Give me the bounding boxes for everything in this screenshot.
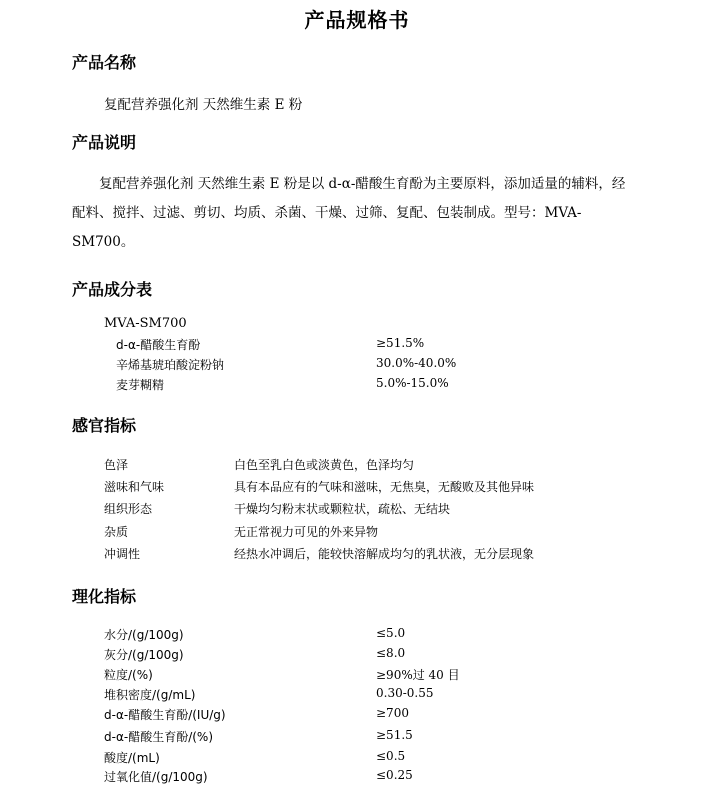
physchem-item: 酸度/(mL) — [104, 751, 160, 765]
physchem-item: 水分/(g/100g) — [104, 628, 184, 642]
physchem-value: ≥51.5 — [376, 728, 413, 742]
physchem-item: 堆积密度/(g/mL) — [104, 688, 196, 702]
physchem-item: 灰分/(g/100g) — [104, 648, 184, 662]
composition-amount: ≥51.5% — [376, 336, 425, 350]
composition-ingredient: 麦芽糊精 — [116, 378, 165, 392]
sensory-requirement: 干燥均匀粉末状或颗粒状，疏松、无结块 — [234, 502, 451, 516]
section-heading-product-description: 产品说明 — [72, 133, 137, 152]
physchem-value: ≥90%过 40 目 — [376, 668, 460, 682]
physchem-value: ≤0.25 — [376, 768, 413, 782]
physchem-item: 粒度/(%) — [104, 668, 153, 682]
document-title: 产品规格书 — [304, 8, 410, 32]
sensory-item: 冲调性 — [104, 547, 141, 561]
sensory-item: 组织形态 — [104, 502, 153, 516]
composition-amount: 30.0%-40.0% — [376, 356, 457, 370]
section-heading-product-name: 产品名称 — [72, 53, 137, 72]
physchem-value: 0.30-0.55 — [376, 686, 434, 700]
section-heading-sensory: 感官指标 — [72, 416, 137, 435]
sensory-item: 色泽 — [104, 458, 129, 472]
section-heading-physicochemical: 理化指标 — [72, 587, 137, 606]
physchem-item: 过氧化值/(g/100g) — [104, 770, 208, 784]
physchem-item: d-α-醋酸生育酚/(IU/g) — [104, 708, 226, 722]
composition-ingredient: d-α-醋酸生育酚 — [116, 338, 201, 352]
product-description-text: 复配营养强化剂 天然维生素 E 粉是以 d-α-醋酸生育酚为主要原料，添加适量的辅料，经配料、搅拌、过滤、剪切、均质、杀菌、干燥、过筛、复配、包装制成。型号：MVA-SM700。 — [72, 176, 626, 250]
composition-amount: 5.0%-15.0% — [376, 376, 449, 390]
sensory-requirement: 经热水冲调后，能较快溶解成均匀的乳状液，无分层现象 — [234, 547, 535, 561]
sensory-requirement: 无正常视力可见的外来异物 — [234, 525, 379, 539]
sensory-requirement: 白色至乳白色或淡黄色，色泽均匀 — [234, 458, 415, 472]
composition-model-label: MVA-SM700 — [104, 316, 187, 331]
physchem-value: ≤0.5 — [376, 749, 406, 763]
sensory-requirement: 具有本品应有的气味和滋味，无焦臭，无酸败及其他异味 — [234, 480, 535, 494]
sensory-item: 杂质 — [104, 525, 129, 539]
composition-ingredient: 辛烯基琥珀酸淀粉钠 — [116, 358, 225, 372]
physchem-value: ≥700 — [376, 706, 409, 720]
physchem-value: ≤5.0 — [376, 626, 406, 640]
sensory-item: 滋味和气味 — [104, 480, 165, 494]
section-heading-composition: 产品成分表 — [72, 280, 153, 299]
physchem-value: ≤8.0 — [376, 646, 406, 660]
physchem-item: d-α-醋酸生育酚/(%) — [104, 730, 213, 744]
product-name-text: 复配营养强化剂 天然维生素 E 粉 — [104, 97, 303, 113]
